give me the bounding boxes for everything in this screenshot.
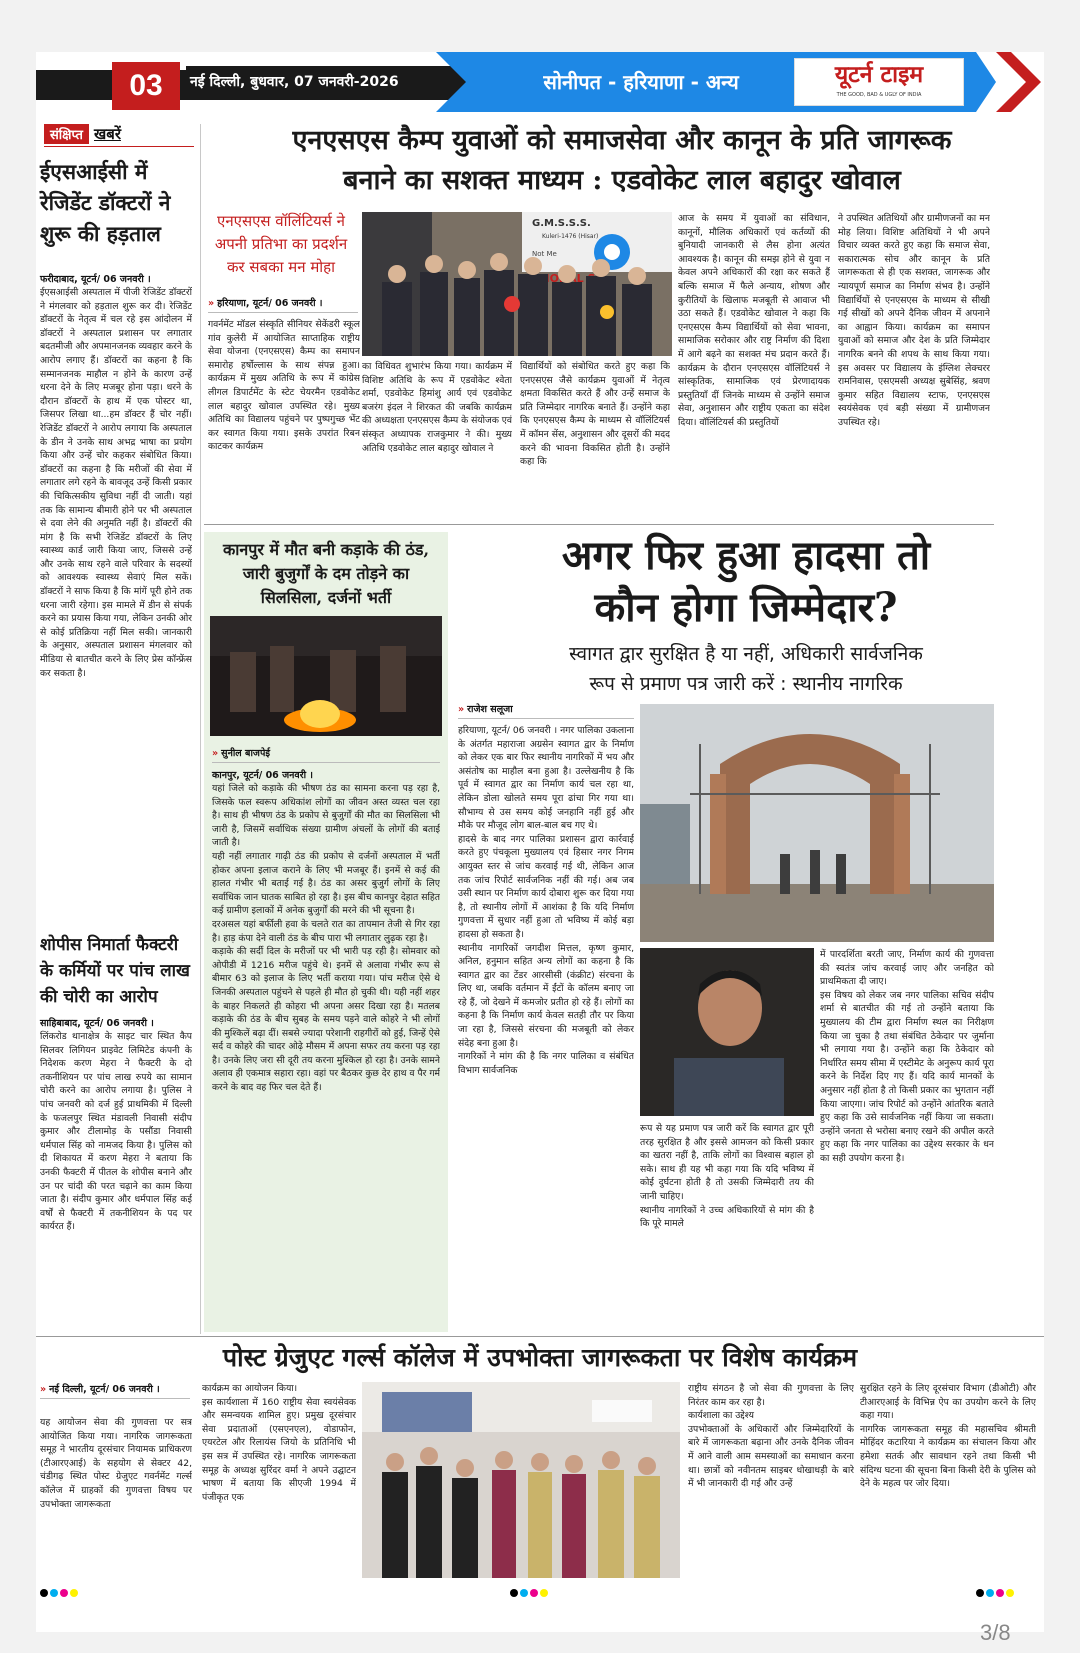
gate-photo-construction [640,704,994,942]
byline-marker-icon: » [458,704,465,715]
registration-marks-right [976,1582,1036,1594]
kanpur-headline: कानपुर में मौत बनी कड़ाके की ठंड, जारी बुजुर्गों के दम तोड़ने का सिलसिला, दर्जनों भर्ती [222,540,430,607]
gate-byline-rule [458,718,634,719]
dateline: नई दिल्ली, बुधवार, 07 जनवरी-2026 [186,66,456,98]
newspaper-page [36,52,1044,1632]
college-dateline-text: नई दिल्ली, यूटर्न/ 06 जनवरी । [49,1384,160,1395]
logo-tagline: THE GOOD, BAD & UGLY OF INDIA [836,92,922,98]
college-col-1: यह आयोजन सेवा की गुणवत्ता पर सत्र आयोजित किया गया। नागरिक जागरूकता समूह ने भारतीय दूरसंचार नियामक प्राधिकरण (टीआरएआई) के सहयोग से सेक्टर 42, चंडीगढ़ स्थित पोस्ट ग्रेजुएट गवर्नमेंट गर्ल्स कॉलेज में ग्राहकों की गुणवत्ता विषय पर उपभोक्ता जागरूकता [40,1417,192,1510]
college-headline: पोस्ट ग्रेजुएट गर्ल्स कॉलेज में उपभोक्ता जागरूकता पर विशेष कार्यक्रम [222,1343,858,1372]
college-col-3: राष्ट्रीय संगठन है जो सेवा की गुणवत्ता के लिए निरंतर काम कर रहा है। कार्यशाला का उद्देश्य उपभोक्ताओं के अधिकारों और जिम्मेदारियों के बारे में जागरूकता बढ़ाना और उनके दैनिक जीवन में आने वाली आम समस्याओं का समाधान करना था। छात्रों को नवीनतम साइबर धोखाधड़ी के बारे में भी जानकारी दी गई और उन्हें [688,1383,854,1490]
masthead [36,52,1044,112]
lead-col-5: ने उपस्थित अतिथियों और ग्रामीणजनों का मन मोह लिया। विशिष्ट अतिथियों ने भी अपने विचार व्यक्त करते हुए कहा कि समाज सेवा, सकारात्मक सोच और कानून के प्रति जागरूकता से ही एक सशक्त, जागरूक और न्यायपूर्ण समाज का निर्माण संभव है। उन्होंने विद्यार्थियों से एनएसएस के माध्यम से सीखी गई सीखों को अपने दैनिक जीवन में अपनाने का आह्वान किया। कार्यक्रम का समापन युवाओं को समाज और देश के प्रति जिम्मेदार नागरिक बनने की शपथ के साथ किया गया। इस अवसर पर विद्यालय के इंग्लिश लेक्चरर रामनिवास, एसएमसी अध्यक्ष सुबेसिंह, श्रवण कुमार सहित विद्यालय स्टाफ, एनएसएस स्वयंसेवक एवं बड़ी संख्या में ग्रामीणजन उपस्थित रहे। [838,213,990,428]
college-col-2: कार्यक्रम का आयोजन किया। इस कार्यशाला में 160 राष्ट्रीय सेवा स्वयंसेवक और समन्वयक शामिल हुए। प्रमुख दूरसंचार सेवा प्रदाताओं (एसएनएल), वोडाफोन, एयरटेल और रिलायंस जियो के प्रतिनिधि भी इस सत्र में उपस्थित रहे। नागरिक जागरूकता समूह के अध्यक्ष सुरिंदर वर्मा ने अपने उद्घाटन भाषण में बताया कि सीएजी 1994 में पंजीकृत एक [202,1383,356,1503]
page-number: 03 [112,62,180,110]
lead-dateline-text: हरियाणा, यूटर्न/ 06 जनवरी । [217,298,323,309]
lead-photo-illustration [362,212,672,356]
photo-banner-sub: Kuleri-1476 (Hisar) [542,233,599,240]
kanpur-byline [212,746,412,759]
photo-banner-note: Not Me [532,250,557,258]
lead-col-1: गवर्नमेंट मॉडल संस्कृति सीनियर सेकेंडरी स्कूल गांव कुलेरी में आयोजित साप्ताहिक राष्ट्रीय सेवा योजना (एनएसएस) कैम्प का समापन समारोह हर्षोल्लास के साथ संपन्न हुआ। कार्यक्रम में मुख्य अतिथि के रूप में कांग्रेस लीगल डिपार्टमेंट के स्टेट चेयरमैन एडवोकेट लाल बहादुर खोवाल उपस्थित रहे। मुख्य अतिथि का विद्यालय पहुंचने पर पुष्पगुच्छ भेंट कर स्वागत किया गया। इसके उपरांत रिबन काटकर कार्यक्रम [208,319,360,453]
logo-box [794,58,964,106]
lead-sidehead: एनएसएस वॉलिंटियर्स ने अपनी प्रतिभा का प्रदर्शन कर सबका मन मोहा [214,212,348,276]
gate-photo-illustration [640,704,994,942]
lead-dateline [208,296,364,309]
gate-subhead-line1: स्वागत द्वार सुरक्षित है या नहीं, अधिकारी सार्वजनिक [569,643,923,665]
lead-col-3: विद्यार्थियों को संबोधित करते हुए कहा कि एनएसएस जैसे कार्यक्रम युवाओं में नेतृत्व क्षमता विकसित करते हैं और उन्हें समाज के प्रति जिम्मेदार नागरिक बनाते हैं। उन्होंने कहा कि एनएसएस कैम्प के माध्यम से वॉलिंटियर्स में कॉमन सेंस, अनुशासन और दूसरों की मदद करने की भावना विकसित होती है। उन्होंने कहा कि [520,361,670,468]
brief-news-label [44,124,184,144]
gate-headline-line2: कौन होगा जिम्मेदार? [594,584,898,631]
brief-dateline-1: फरीदाबाद, यूटर्न/ 06 जनवरी । [40,274,151,285]
gate-byline-text: राजेश सलूजा [467,704,513,715]
photo-banner-text: G.M.S.S.S. [532,218,591,229]
kanpur-dateline: कानपुर, यूटर्न/ 06 जनवरी । [212,770,313,781]
lead-headline-line1: एनएसएस कैम्प युवाओं को समाजसेवा और कानून के प्रति जागरूक [292,125,952,156]
gate-col-2: रूप से यह प्रमाण पत्र जारी करें कि स्वागत द्वार पूरी तरह सुरक्षित है और इससे आमजन को किसी प्रकार का खतरा नहीं है, ताकि लोगों का विश्वास बहाल हो सके। साथ ही यह भी कहा गया कि यदि भविष्य में कोई दुर्घटना होती है तो उसकी जिम्मेदारी तय की जानी चाहिए। स्थानीय नागरिकों ने उच्च अधिकारियों से मांग की है कि पूरे मामले [640,1123,814,1230]
brief-body-1: ईएसआईसी अस्पताल में पीजी रेजिडेंट डॉक्टरों ने मंगलवार को हड़ताल शुरू कर दी। रेजिडेंट डॉक्टरों के नेतृत्व में चल रहे इस आंदोलन में डॉक्टरों ने अस्पताल प्रशासन पर लगातार बदतमीजी और अपमानजनक व्यवहार करने के आरोप लगाए हैं। डॉक्टरों का कहना है कि सम्मानजनक माहौल न होने के कारण उन्हें धरना देने के लिए मजबूर होना पड़ा। धरने के दौरान डॉक्टरों के हाथ में एक पोस्टर था, जिसपर लिखा था...हम डॉक्टर हैं चोर नहीं। रेजिडेंट डॉक्टरों ने आरोप लगाया कि अस्पताल के डीन ने उनके साथ अभद्र भाषा का प्रयोग किया और उन्हें चोर कहकर संबोधित किया। डॉक्टरों का कहना है कि मरीजों की सेवा में लगातार लगे रहने के बावजूद उन्हें किसी प्रकार की चिकित्सकीय सुविधा नहीं दी जाती। यहां तक कि सामान्य बीमारी होने पर भी अस्पताल से दवा लेने की अनुमति नहीं है। डॉक्टरों की मांग है कि सभी रेजिडेंट डॉक्टरों के लिए स्वास्थ्य कार्ड जारी किया जाए, जिससे उन्हें और उनके साथ रहने वाले परिवार के सदस्यों को आवश्यक स्वास्थ्य सेवाएं मिल सकें। डॉक्टरों ने साफ किया है कि मांगें पूरी होने तक धरना जारी रहेगा। इस मामले में डीन से संपर्क करने का प्रयास किया गया, लेकिन उनकी ओर से कोई प्रतिक्रिया नहीं मिल सकी। जानकारी के अनुसार, अस्पताल प्रशासन मंगलवार को मीडिया से बातचीत करने के लिए प्रेस कॉन्फ्रेंस कर सकता है। [40,287,192,679]
lead-headline-line2: बनाने का सशक्त माध्यम : एडवोकेट लाल बहादुर खोवाल [343,165,901,196]
kanpur-body: यहां जिले को कड़ाके की भीषण ठंड का सामना करना पड़ रहा है, जिसके फल स्वरूप अधिकांश लोगों का जीवन अस्त व्यस्त चल रहा है। साथ ही भीषण ठंड के प्रकोप से बुजुर्गों की मौत का सिलसिला भी जारी है, जिसमें सर्वाधिक संख्या ग्रामीण अंचलों के लोगों की बताई जाती है। यही नहीं लगातार गाढ़ी ठंड की प्रकोप से दर्जनों अस्पताल में भर्ती होकर अपना इलाज कराने के लिए भी मजबूर हैं। इनमें से कई की हालत गंभीर भी बताई गई है। ठंड का असर बुजुर्ग लोगों के लिए सर्वाधिक जान घातक साबित हो रहा है। इस बीच कानपुर देहात सहित कई ग्रामीण इलाकों में अनेक बुजुर्गों की मरने की भी सूचना है। दरअसल यहां बर्फीली हवा के चलते रात का तापमान तेजी से गिर रहा है। हाड़ कंपा देने वाली ठंड के बीच पारा भी लगातार लुढ़क रहा है। कड़ाके की सर्दी दिल के मरीजों पर भी भारी पड़ रही है। सोमवार को ओपीडी में 1216 मरीज पहुंचे थे। इनमें से अलावा गंभीर रूप से बीमार 63 को इलाज के लिए भर्ती कराया गया। पांच मरीज ऐसे थे जिनकी अस्पताल पहुंचने से पहले ही मौत हो चुकी थी। यही नहीं शहर के बाहर निकलते ही कोहरा भी अपना असर दिखा रहा है। मतलब कड़ाके की ठंड के बीच सुबह के समय पड़ने वाले कोहरे ने भी लोगों की मुश्किलें बढ़ा दीं। सबसे ज्यादा परेशानी राहगीरों को हुई, जिन्हें ऐसे सर्द व कोहरे की चादर ओढ़े मौसम में अपना सफर तय करना पड़ रहा है। उनके लिए जरा सी दूरी तय करना मुश्किल हो रहा है। उनके सामने अलाव ही एकमात्र सहारा रहा। वहां पर बैठकर कुछ देर हाथ व पैर गर्म करने के बाद वह फिर चल देते हैं। [212,783,440,1094]
gate-subhead-line2: रूप से प्रमाण पत्र जारी करें : स्थानीय नागरिक [589,673,903,695]
kanpur-photo-illustration [210,616,442,736]
logo-text: यूटर्न टाइम [834,62,924,88]
brief-label-b: खबरें [93,125,121,143]
byline-marker-icon: » [212,748,219,759]
brief-body-2: लिंकरोड थानाक्षेत्र के साइट चार स्थित कैप सिलवर लिगियन प्राइवेट लिमिटेड कंपनी के निदेशक करण मेहरा ने फैक्टरी के दो तकनीशियन पर पांच लाख रुपये का सामान चोरी करने का आरोप लगाया है। पुलिस ने पांच जनवरी को दर्ज हुई प्राथमिकी में दिल्ली के फजलपुर स्थित मंडावली निवासी संदीप कुमार और टीलामोड़ के पसौंडा निवासी धर्मपाल सिंह को नामजद किया है। पुलिस को दी शिकायत में करण मेहरा ने बताया कि उनकी फैक्टरी में पीतल के शोपीस बनाने और उन पर चांदी की परत चढ़ाने का काम किया जाता है। संदीप कुमार और धर्मपाल सिंह कई वर्षों से फैक्टरी में तकनीशियन के पद पर कार्यरत हैं। [40,1031,192,1233]
column-divider [200,124,201,1334]
college-photo-event [362,1382,680,1578]
brief-headline-2: शोपीस निमार्ता फैक्टरी के कर्मियों पर पांच लाख की चोरी का आरोप [40,935,190,1007]
kanpur-byline-text: सुनील बाजपेई [221,748,271,759]
kanpur-byline-rule [212,762,440,763]
gate-col-1: हरियाणा, यूटर्न/ 06 जनवरी । नगर पालिका उकलाना के अंतर्गत महाराजा अग्रसेन स्वागत द्वार के निर्माण को लेकर एक बार फिर स्थानीय नागरिकों में भय और असंतोष का माहौल बना हुआ है। उल्लेखनीय है कि पूर्व में स्वागत द्वार का निर्माण कार्य चल रहा था, लेकिन डोला खोलते समय पूरा ढांचा गिर गया था। सौभाग्य से उस समय कोई जनहानि नहीं हुई और मौके पर मौजूद लोग बाल-बाल बच गए थे। हादसे के बाद नगर पालिका प्रशासन द्वारा कार्रवाई करते हुए पंचकूला मुख्यालय एवं हिसार नगर निगम आयुक्त स्तर से जांच करवाई गई थी, लेकिन आज तक जांच रिपोर्ट सार्वजनिक नहीं की गई। अब जब उसी स्थान पर निर्माण कार्य दोबारा शुरू कर दिया गया है, तो स्थानीय लोगों में आशंका है कि यदि निर्माण गुणवत्ता में सुधार नहीं हुआ तो भविष्य में कोई बड़ा हादसा हो सकता है। स्थानीय नागरिकों जगदीश मित्तल, कृष्ण कुमार, अनिल, हनुमान सहित अन्य लोगों का कहना है कि स्वागत द्वार का टेंडर आरसीसी (कंक्रीट) संरचना के लिए था, जबकि वर्तमान में ईंटों के कॉलम बनाए जा रहे हैं, जो देखने में कमजोर प्रतीत हो रहे हैं। लोगों का कहना है कि निर्माण कार्य केवल सतही तौर पर किया जा रहा है, जिससे संरचना की मजबूती को लेकर संदेह बना हुआ है। नागरिकों ने मांग की है कि नगर पालिका व संबंधित विभाग सार्वजनिक [458,725,634,1076]
brief-label-a: संक्षिप्त [44,124,89,144]
brief-dateline-2: साहिबाबाद, यूटर्न/ 06 जनवरी । [40,1018,154,1029]
lead-col-2: का विधिवत शुभारंभ किया गया। कार्यक्रम में विशिष्ट अतिथि के रूप में एडवोकेट श्वेता शर्मा, एडवोकेट हिमांशु आर्य एवं एडवोकेट बजरंग इंदल ने शिरकत की जबकि कार्यक्रम की अध्यक्षता एनएसएस कैम्प के संयोजक एवं संस्कृत अध्यापक राजकुमार ने की। मुख्य अतिथि एडवोकेट लाल बहादुर खोवाल ने [362,361,512,454]
brief-rule [44,146,194,147]
gate-byline [458,702,658,715]
lead-col-4: आज के समय में युवाओं का संविधान, कानूनों, मौलिक अधिकारों एवं कर्तव्यों की बुनियादी जानकारी से लैस होना अत्यंत आवश्यक है। कानून की समझ होने से युवा न केवल अपने अधिकारों की रक्षा कर सकते हैं बल्कि समाज में फैले अन्याय, शोषण और कुरीतियों के खिलाफ मजबूती से आवाज भी उठा सकते हैं। एडवोकेट खोवाल ने कहा कि एनएसएस कैम्प विद्यार्थियों को सेवा भावना, सामाजिक सरोकार और राष्ट्र निर्माण की दिशा में आगे बढ़ने का सशक्त मंच प्रदान करते हैं। कार्यक्रम के दौरान एनएसएस वॉलिंटियर्स ने सांस्कृतिक, सामाजिक एवं प्रेरणादायक प्रस्तुतियाँ दीं जिनके माध्यम से उन्होंने समाज सेवा, अनुशासन और राष्ट्रीय एकता का संदेश दिया। वॉलिंटियर्स की प्रस्तुतियों [678,213,830,428]
college-col-4: सुरक्षित रहने के लिए दूरसंचार विभाग (डीओटी) और टीआरएआई के विभिन्न ऐप का उपयोग करने के लिए कहा गया। नागरिक जागरूकता समूह की महासचिव श्रीमती मोहिंदर कटारिया ने कार्यक्रम का संचालन किया और हमेशा सतर्क और सावधान रहने तथा किसी भी संदिग्ध घटना की सूचना बिना किसी देरी के पुलिस को देने के महत्व पर जोर दिया। [860,1383,1036,1490]
gate-photo-portrait [640,948,814,1116]
registration-marks-left [40,1582,100,1594]
college-top-rule [36,1336,1044,1337]
lead-byline-rule [208,312,358,313]
lead-bottom-rule [204,524,994,525]
gate-headline-line1: अगर फिर हुआ हादसा तो [561,532,931,579]
college-dateline [40,1382,200,1395]
byline-marker-icon: » [208,298,215,309]
gate-portrait-illustration [640,948,814,1116]
byline-marker-icon: » [40,1384,47,1395]
section-title: सोनीपत - हरियाणा - अन्य [543,70,739,94]
registration-marks-mid [510,1582,570,1594]
college-byline-rule [40,1398,190,1399]
lead-photo-nss-ceremony [362,212,672,356]
brief-headline-1: ईएसआईसी में रेजिडेंट डॉक्टरों ने शुरू की हड़ताल [40,159,171,246]
college-photo-illustration [362,1382,680,1578]
page-indicator: 3/8 [980,1620,1011,1645]
kanpur-photo-bonfire [210,616,442,736]
gate-col-3: में पारदर्शिता बरती जाए, निर्माण कार्य की गुणवत्ता की स्वतंत्र जांच करवाई जाए और जनहित को प्राथमिकता दी जाए। इस विषय को लेकर जब नगर पालिका सचिव संदीप शर्मा से बातचीत की गई तो उन्होंने बताया कि मुख्यालय की टीम द्वारा निर्माण स्थल का निरीक्षण किया जा चुका है तथा संबंधित ठेकेदार पर जुर्माना भी लगाया गया है। उन्होंने कहा कि ठेकेदार को निर्धारित समय सीमा में एस्टीमेट के अनुरूप कार्य पूरा करने के निर्देश दिए गए हैं। यदि कार्य मानकों के अनुसार नहीं होता है तो किसी प्रकार का भुगतान नहीं किया जाएगा। जांच रिपोर्ट को उन्होंने आंतरिक बताते हुए कहा कि उसे सार्वजनिक नहीं किया जा सकता। उन्होंने जनता से भरोसा बनाए रखने की अपील करते हुए कहा कि नगर पालिका का उद्देश्य सरकार के धन का सही उपयोग करना है। [820,949,994,1164]
